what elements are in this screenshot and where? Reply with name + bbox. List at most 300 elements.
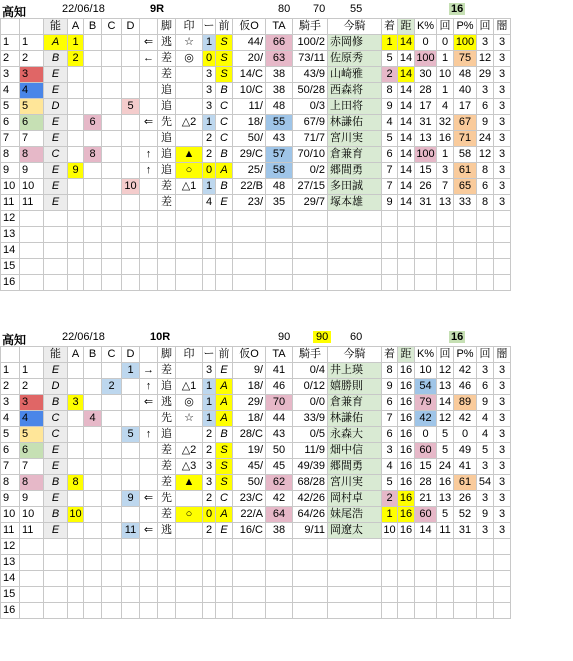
race1-empty-cell: [437, 259, 454, 275]
race1-empty-cell: [216, 275, 233, 291]
race1-empty-cell: [20, 243, 44, 259]
race2-cell: 5: [437, 443, 454, 459]
race1-cell: 17: [454, 99, 477, 115]
race1-col-header: 脚: [158, 19, 176, 35]
race2-cell: 0/4: [293, 363, 328, 379]
race1-cell: 14: [398, 195, 415, 211]
table-row: [1, 475, 511, 491]
race1-empty-cell: [122, 259, 140, 275]
race2-cell: △3: [176, 459, 203, 475]
race1-cell: 10: [1, 179, 20, 195]
race1-cell: [68, 131, 84, 147]
race1-col-header: B: [84, 19, 102, 35]
race1-empty-cell: [233, 211, 266, 227]
race2-cell: 28/C: [233, 427, 266, 443]
race2-cell: 42: [415, 411, 437, 427]
race2-cell: B: [44, 507, 68, 523]
race1-empty-cell: [176, 211, 203, 227]
race2-cell: E: [216, 363, 233, 379]
race2-cell: [140, 475, 158, 491]
race2-col-header: 回: [437, 347, 454, 363]
race2-empty-cell: [68, 571, 84, 587]
race1-empty-cell: [140, 211, 158, 227]
race1-cell: 9: [20, 163, 44, 179]
race1-empty-cell: [437, 211, 454, 227]
race2-cell: 3: [1, 395, 20, 411]
race2-cell: 9: [20, 491, 44, 507]
race2-empty-cell: [233, 539, 266, 555]
race1-empty-cell: [44, 259, 68, 275]
race2-empty-cell: [494, 571, 511, 587]
race1-cell: S: [216, 51, 233, 67]
race1-cell: 1: [437, 147, 454, 163]
race2-empty-cell: [415, 587, 437, 603]
race2-empty-cell: [68, 603, 84, 619]
race2-empty-cell: [437, 555, 454, 571]
race1-cell: ↑: [140, 163, 158, 179]
race1-cell: 27/15: [293, 179, 328, 195]
race2-empty-cell: [122, 555, 140, 571]
race1-empty-cell: [20, 211, 44, 227]
race2-col-header: 着: [382, 347, 398, 363]
race1-cell: E: [44, 67, 68, 83]
race1-empty-cell: [415, 227, 437, 243]
race1-cell: 追: [158, 83, 176, 99]
race1-cell: 追: [158, 131, 176, 147]
race2-col-header: ー: [203, 347, 216, 363]
race2-cell: 1: [203, 379, 216, 395]
race2-cell: 1: [203, 411, 216, 427]
race2-cell: [176, 491, 203, 507]
race2-cell: [84, 491, 102, 507]
race2-cell: 先: [158, 491, 176, 507]
race2-cell: 70: [266, 395, 293, 411]
race1-empty-cell: 12: [1, 211, 20, 227]
race2-cell: 41: [266, 363, 293, 379]
race1-cell: [102, 83, 122, 99]
race1-cell: 14/C: [233, 67, 266, 83]
race1-empty-cell: [494, 227, 511, 243]
race2-cell: [102, 363, 122, 379]
race1-cell: 65: [454, 179, 477, 195]
race2-col-header: K%: [415, 347, 437, 363]
race1-cell: [68, 99, 84, 115]
race2-cell: [68, 427, 84, 443]
race1-empty-cell: [84, 227, 102, 243]
race1-cell: [68, 83, 84, 99]
race2-cell: 倉兼育: [328, 395, 382, 411]
race1-cell: 宮川実: [328, 131, 382, 147]
race1-cell: 44/: [233, 35, 266, 51]
race1-cell: [122, 51, 140, 67]
race1-empty-cell: [293, 275, 328, 291]
race2-cell: ⇐: [140, 523, 158, 539]
race2-cell: [84, 475, 102, 491]
race1-col-header: 距: [398, 19, 415, 35]
race2-empty-cell: [68, 539, 84, 555]
race2-cell: 林謙佑: [328, 411, 382, 427]
race1-cell: C: [216, 99, 233, 115]
race2-empty-cell: [68, 555, 84, 571]
race1-cell: [122, 195, 140, 211]
race1-empty-cell: [176, 259, 203, 275]
race1-cell: 71: [454, 131, 477, 147]
race2-cell: A: [216, 507, 233, 523]
race1-cell: [102, 147, 122, 163]
race1-cell: 追: [158, 99, 176, 115]
race1-cell: 3: [20, 67, 44, 83]
race2-cell: 38: [266, 523, 293, 539]
race2-empty-cell: [293, 587, 328, 603]
race1-cell: [176, 131, 203, 147]
race2-empty-cell: [382, 539, 398, 555]
race2-cell: 逃: [158, 395, 176, 411]
table-row: [1, 67, 511, 83]
race1-empty-cell: [176, 243, 203, 259]
race2-cell: 68/28: [293, 475, 328, 491]
race2-cell: 62: [266, 475, 293, 491]
race1-cell: 29/C: [233, 147, 266, 163]
race2-empty-cell: [437, 587, 454, 603]
race2-empty-cell: [477, 603, 494, 619]
race2-cell: ▲: [176, 475, 203, 491]
race2-cell: 10: [1, 507, 20, 523]
race2-cell: 9: [477, 395, 494, 411]
race1-cell: 10: [122, 179, 140, 195]
race2-empty-cell: [203, 571, 216, 587]
race1-cell: E: [44, 179, 68, 195]
race2-col-header: D: [122, 347, 140, 363]
race1-cell: 郷間勇: [328, 163, 382, 179]
race2-empty-cell: [477, 571, 494, 587]
race2-empty-cell: [203, 587, 216, 603]
race1-empty-cell: [84, 275, 102, 291]
race1-cell: 5: [122, 99, 140, 115]
race2-cell: 7: [1, 459, 20, 475]
race2-col-header: [1, 347, 20, 363]
race2-cell: 9/: [233, 363, 266, 379]
race2-cell: 13: [437, 491, 454, 507]
race1-cell: [122, 67, 140, 83]
race2-cell: 4: [84, 411, 102, 427]
race2-date: 22/06/18: [62, 331, 105, 343]
race1-cell: 1: [382, 35, 398, 51]
race1-cell: 7: [437, 179, 454, 195]
race2-cell: 0/0: [293, 395, 328, 411]
race2-cell: 16: [398, 427, 415, 443]
race2-empty-cell: [140, 555, 158, 571]
race1-col-header: 着: [382, 19, 398, 35]
race1-empty-cell: [494, 211, 511, 227]
race1-cell: 6: [20, 115, 44, 131]
race2-empty-cell: [176, 555, 203, 571]
race1-cell: A: [216, 163, 233, 179]
table-row: [1, 427, 511, 443]
race2-cell: [122, 379, 140, 395]
race1-cell: 0/2: [293, 163, 328, 179]
race1-cell: 3: [203, 99, 216, 115]
race1-cell: 塚本雄: [328, 195, 382, 211]
race2-empty-cell: [20, 603, 44, 619]
race1-empty-cell: [437, 275, 454, 291]
race2-empty-cell: [140, 603, 158, 619]
race2-cell: ⇐: [140, 491, 158, 507]
race1-cell: 9: [382, 195, 398, 211]
race2-col-header: [20, 347, 44, 363]
race1-cell: △2: [176, 115, 203, 131]
race2-cell: 5: [477, 443, 494, 459]
race2-cell: 6: [20, 443, 44, 459]
table-row: [1, 603, 511, 619]
race2-cell: 8: [382, 363, 398, 379]
race1-cell: E: [44, 131, 68, 147]
race2-cell: 18/: [233, 379, 266, 395]
race2-cell: 2: [203, 443, 216, 459]
table-row: [1, 395, 511, 411]
race1-cell: 6: [477, 179, 494, 195]
race1-cell: 11: [20, 195, 44, 211]
race2-empty-cell: [20, 539, 44, 555]
race1-cell: ◎: [176, 51, 203, 67]
race1-cell: 2: [20, 51, 44, 67]
race2-empty-cell: [44, 571, 68, 587]
table-row: [1, 99, 511, 115]
race2-empty-cell: 14: [1, 571, 20, 587]
race2-cell: 15: [415, 459, 437, 475]
race2-cell: 5: [122, 427, 140, 443]
race2-cell: 3: [203, 475, 216, 491]
race1-cell: 11/: [233, 99, 266, 115]
race2-cell: [140, 507, 158, 523]
race1-empty-cell: [415, 211, 437, 227]
race1-cell: 2: [203, 131, 216, 147]
race2-cell: C: [44, 427, 68, 443]
race2-cell: 42: [454, 411, 477, 427]
race1-cell: 7: [20, 131, 44, 147]
race2-empty-cell: [158, 587, 176, 603]
table-row: [1, 507, 511, 523]
race2-cell: 永森大: [328, 427, 382, 443]
race1-cell: ⇐: [140, 115, 158, 131]
race1-empty-cell: [233, 227, 266, 243]
race2-cell: 3: [494, 491, 511, 507]
race1-cell: C: [216, 131, 233, 147]
race1-cell: 1: [1, 35, 20, 51]
race2-cell: [102, 395, 122, 411]
race2-col-header: 今騎: [328, 347, 382, 363]
race1-cell: 5: [382, 51, 398, 67]
race1-cell: [102, 131, 122, 147]
race2-cell: [84, 459, 102, 475]
race1-empty-cell: [398, 275, 415, 291]
race2-empty-cell: [44, 603, 68, 619]
race1-cell: 50/: [233, 131, 266, 147]
race2-cell: [140, 459, 158, 475]
race1-empty-cell: [203, 243, 216, 259]
race1-col-header: 回: [437, 19, 454, 35]
race2-empty-cell: [398, 539, 415, 555]
race2-cell: 18/: [233, 411, 266, 427]
race2-cell: 追: [158, 427, 176, 443]
table-row: [1, 587, 511, 603]
race1-h1: 80: [278, 3, 291, 15]
race2-empty-cell: [203, 603, 216, 619]
race1-cell: 71/7: [293, 131, 328, 147]
race2-cell: 16: [437, 475, 454, 491]
race1-empty-cell: [140, 227, 158, 243]
table-row: [1, 379, 511, 395]
race1-empty-cell: [454, 259, 477, 275]
race1-empty-cell: [415, 275, 437, 291]
race2-cell: [122, 411, 140, 427]
race2-cell: 52: [454, 507, 477, 523]
race1-col-header: [1, 19, 20, 35]
race2-cell: 7: [382, 411, 398, 427]
race1-cell: S: [216, 35, 233, 51]
race2-col-header: 印: [176, 347, 203, 363]
race1-cell: 66: [266, 35, 293, 51]
race1-cell: [68, 67, 84, 83]
race1-cell: 15: [415, 163, 437, 179]
race2-cell: [84, 363, 102, 379]
race1-cell: ⇐: [140, 35, 158, 51]
race1-cell: B: [216, 179, 233, 195]
race1-empty-cell: [494, 259, 511, 275]
race1-empty-cell: [68, 275, 84, 291]
race1-cell: 9: [1, 163, 20, 179]
race2-cell: 10: [68, 507, 84, 523]
race2-empty-cell: [454, 539, 477, 555]
race2-cell: 3: [203, 363, 216, 379]
race1-empty-cell: [20, 259, 44, 275]
race1-cell: [68, 195, 84, 211]
race2-cell: 5: [1, 427, 20, 443]
table-row: [1, 179, 511, 195]
race2-empty-cell: [102, 539, 122, 555]
race1-cell: 29/7: [293, 195, 328, 211]
race2-col-header: C: [102, 347, 122, 363]
race2-empty-cell: [84, 571, 102, 587]
race2-cell: ◎: [176, 395, 203, 411]
race1-cell: 西森将: [328, 83, 382, 99]
race2-cell: 42: [266, 491, 293, 507]
race2-cell: 46: [454, 379, 477, 395]
race1-empty-cell: [477, 275, 494, 291]
race1-col-header: 騎手: [293, 19, 328, 35]
race1-number: 9R: [150, 3, 165, 15]
race2-empty-cell: [20, 555, 44, 571]
race2-cell: ⇐: [140, 395, 158, 411]
race2-h1: 90: [278, 331, 291, 343]
race2-cell: 1: [20, 363, 44, 379]
race1-cell: 0: [203, 163, 216, 179]
race1-empty-cell: [216, 259, 233, 275]
race2-empty-cell: [20, 571, 44, 587]
race1-cell: 58: [266, 163, 293, 179]
race2-cell: [68, 459, 84, 475]
race2-cell: 13: [437, 379, 454, 395]
race2-cell: 3: [494, 475, 511, 491]
race2-cell: S: [216, 459, 233, 475]
race1-empty-cell: [102, 227, 122, 243]
race2-cell: 井上瑛: [328, 363, 382, 379]
race1-cell: 73/11: [293, 51, 328, 67]
race1-cell: 22/B: [233, 179, 266, 195]
race1-cell: 7: [382, 179, 398, 195]
race2-cell: 3: [20, 395, 44, 411]
race2-empty-cell: [102, 603, 122, 619]
race2-empty-cell: [233, 571, 266, 587]
table-row: [1, 259, 511, 275]
race2-cell: 3: [494, 523, 511, 539]
race1-cell: 58: [454, 147, 477, 163]
race2-empty-cell: [158, 571, 176, 587]
race2-cell: [102, 491, 122, 507]
race1-cell: 3: [494, 179, 511, 195]
race2-cell: [122, 475, 140, 491]
race1-empty-cell: [44, 211, 68, 227]
race1-cell: 26: [415, 179, 437, 195]
race1-cell: 13: [437, 195, 454, 211]
race2-cell: 49: [454, 443, 477, 459]
race2-cell: 1: [1, 363, 20, 379]
race2-cell: 11/9: [293, 443, 328, 459]
race2-empty-cell: [382, 571, 398, 587]
race1-empty-cell: [477, 243, 494, 259]
race2-cell: 16: [398, 379, 415, 395]
race1-cell: 14: [398, 163, 415, 179]
race1-cell: 10: [20, 179, 44, 195]
race2-cell: 岡遼太: [328, 523, 382, 539]
race1-cell: 14: [398, 51, 415, 67]
race1-empty-cell: [293, 259, 328, 275]
race2-cell: 3: [68, 395, 84, 411]
race2-cell: E: [216, 523, 233, 539]
race1-cell: 43/9: [293, 67, 328, 83]
race1-empty-cell: [44, 227, 68, 243]
race1-cell: 7: [1, 131, 20, 147]
race1-cell: 20/: [233, 51, 266, 67]
race2-cell: 16: [398, 523, 415, 539]
race2-cell: ↑: [140, 379, 158, 395]
race2-empty-cell: [266, 539, 293, 555]
race2-empty-cell: [102, 571, 122, 587]
race2-cell: C: [216, 491, 233, 507]
race1-empty-cell: [140, 259, 158, 275]
race1-header: [0, 2, 573, 18]
race2-cell: 8: [1, 475, 20, 491]
race1-cell: [140, 131, 158, 147]
race1-empty-cell: [477, 259, 494, 275]
race1-empty-cell: [398, 227, 415, 243]
race2-empty-cell: [84, 603, 102, 619]
race1-empty-cell: [102, 211, 122, 227]
race2-cell: 54: [415, 379, 437, 395]
race2-cell: 43: [266, 427, 293, 443]
race2-empty-cell: [84, 555, 102, 571]
race2-cell: B: [44, 475, 68, 491]
table-row: [1, 163, 511, 179]
race1-cell: B: [44, 51, 68, 67]
race2-cell: 8: [68, 475, 84, 491]
race1-cell: 13: [415, 131, 437, 147]
race1-cell: 6: [1, 115, 20, 131]
race1-cell: 7: [382, 163, 398, 179]
race2-cell: 16: [398, 395, 415, 411]
race2-number: 10R: [150, 331, 171, 343]
race2-cell: 14: [437, 395, 454, 411]
race2-empty-cell: 16: [1, 603, 20, 619]
